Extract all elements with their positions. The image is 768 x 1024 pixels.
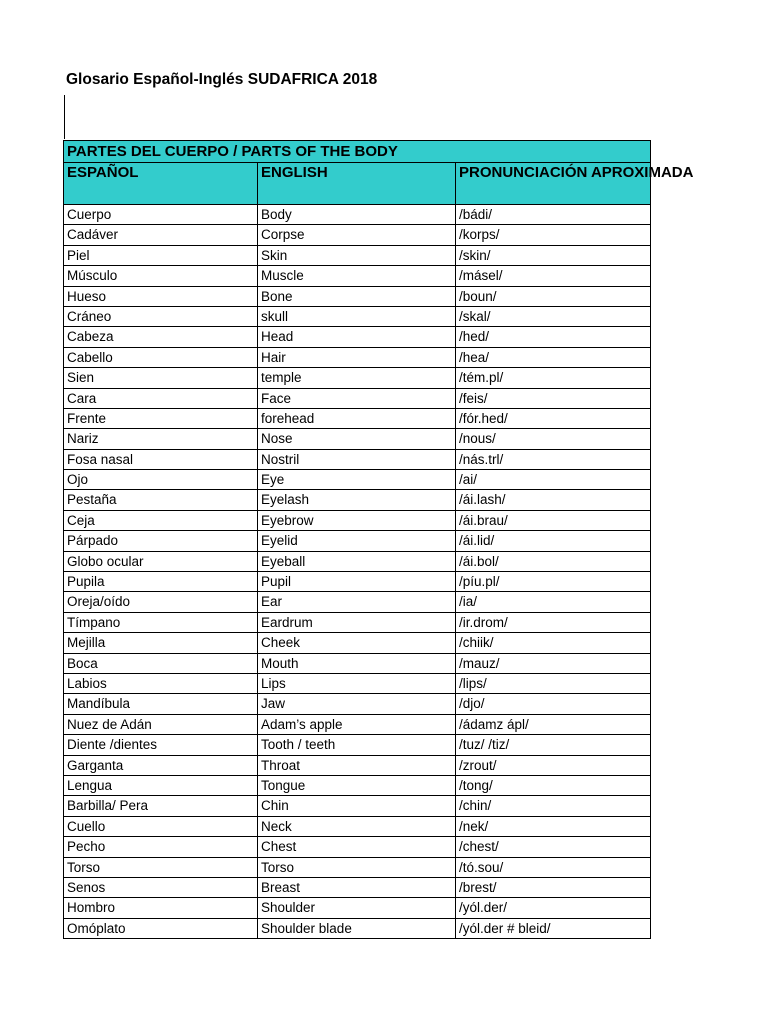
pronunciation-cell: /chest/ xyxy=(456,837,651,857)
table-row xyxy=(64,531,651,551)
spanish-term-cell: Torso xyxy=(64,857,258,877)
spanish-term-cell: Labios xyxy=(64,673,258,693)
spanish-term-cell: Nariz xyxy=(64,429,258,449)
english-term-cell: Eyelid xyxy=(258,531,456,551)
table-row xyxy=(64,816,651,836)
document-title: Glosario Español-Inglés SUDAFRICA 2018 xyxy=(66,71,378,88)
pronunciation-cell: /ái.brau/ xyxy=(456,510,651,530)
spanish-term-cell: Oreja/oído xyxy=(64,592,258,612)
pronunciation-cell: /feis/ xyxy=(456,388,651,408)
english-term-cell: Neck xyxy=(258,816,456,836)
text-cursor xyxy=(64,95,65,139)
pronunciation-cell: /chin/ xyxy=(456,796,651,816)
english-term-cell: Eyelash xyxy=(258,490,456,510)
table-row xyxy=(64,368,651,388)
spanish-term-cell: Cabello xyxy=(64,347,258,367)
english-term-cell: Nostril xyxy=(258,449,456,469)
header-english: ENGLISH xyxy=(258,163,456,205)
table-row xyxy=(64,286,651,306)
spanish-term-cell: Tímpano xyxy=(64,612,258,632)
table-row xyxy=(64,714,651,734)
english-term-cell: Tongue xyxy=(258,775,456,795)
pronunciation-cell: /djo/ xyxy=(456,694,651,714)
english-term-cell: Throat xyxy=(258,755,456,775)
english-term-cell: Torso xyxy=(258,857,456,877)
pronunciation-cell: /skin/ xyxy=(456,245,651,265)
english-term-cell: Shoulder xyxy=(258,898,456,918)
table-row xyxy=(64,388,651,408)
pronunciation-cell: /korps/ xyxy=(456,225,651,245)
table-row xyxy=(64,592,651,612)
spanish-term-cell: Fosa nasal xyxy=(64,449,258,469)
spanish-term-cell: Cabeza xyxy=(64,327,258,347)
table-row xyxy=(64,755,651,775)
table-row xyxy=(64,551,651,571)
table-row xyxy=(64,429,651,449)
table-row xyxy=(64,266,651,286)
pronunciation-cell: /chiik/ xyxy=(456,633,651,653)
table-row xyxy=(64,877,651,897)
pronunciation-cell: /ia/ xyxy=(456,592,651,612)
english-term-cell: Pupil xyxy=(258,572,456,592)
spanish-term-cell: Pestaña xyxy=(64,490,258,510)
spanish-term-cell: Hueso xyxy=(64,286,258,306)
english-term-cell: Mouth xyxy=(258,653,456,673)
english-term-cell: Jaw xyxy=(258,694,456,714)
pronunciation-cell: /ir.drom/ xyxy=(456,612,651,632)
pronunciation-cell: /nous/ xyxy=(456,429,651,449)
table-row xyxy=(64,918,651,938)
pronunciation-cell: /ái.bol/ xyxy=(456,551,651,571)
pronunciation-cell: /ái.lash/ xyxy=(456,490,651,510)
english-term-cell: Body xyxy=(258,205,456,225)
table-row xyxy=(64,633,651,653)
pronunciation-cell: /zrout/ xyxy=(456,755,651,775)
section-title-row xyxy=(64,141,651,163)
pronunciation-cell: /píu.pl/ xyxy=(456,572,651,592)
english-term-cell: Skin xyxy=(258,245,456,265)
table-row xyxy=(64,408,651,428)
spanish-term-cell: Senos xyxy=(64,877,258,897)
table-row xyxy=(64,694,651,714)
english-term-cell: Face xyxy=(258,388,456,408)
spanish-term-cell: Diente /dientes xyxy=(64,735,258,755)
table-row xyxy=(64,327,651,347)
table-row xyxy=(64,735,651,755)
pronunciation-cell: /nek/ xyxy=(456,816,651,836)
pronunciation-cell: /brest/ xyxy=(456,877,651,897)
table-row xyxy=(64,347,651,367)
column-header-row xyxy=(64,163,651,205)
section-title: PARTES DEL CUERPO / PARTS OF THE BODY xyxy=(64,141,651,163)
table-row xyxy=(64,653,651,673)
pronunciation-cell: /skal/ xyxy=(456,306,651,326)
pronunciation-cell: /yól.der # bleid/ xyxy=(456,918,651,938)
english-term-cell: Eyebrow xyxy=(258,510,456,530)
table-row xyxy=(64,490,651,510)
pronunciation-cell: /ái.lid/ xyxy=(456,531,651,551)
glossary-body xyxy=(64,205,651,939)
pronunciation-cell: /tó.sou/ xyxy=(456,857,651,877)
english-term-cell: temple xyxy=(258,368,456,388)
pronunciation-cell: /yól.der/ xyxy=(456,898,651,918)
spanish-term-cell: Globo ocular xyxy=(64,551,258,571)
table-row xyxy=(64,837,651,857)
english-term-cell: Nose xyxy=(258,429,456,449)
english-term-cell: Eyeball xyxy=(258,551,456,571)
pronunciation-cell: /nás.trl/ xyxy=(456,449,651,469)
english-term-cell: Hair xyxy=(258,347,456,367)
pronunciation-cell: /mauz/ xyxy=(456,653,651,673)
english-term-cell: Tooth / teeth xyxy=(258,735,456,755)
spanish-term-cell: Hombro xyxy=(64,898,258,918)
table-row xyxy=(64,449,651,469)
table-row xyxy=(64,205,651,225)
table-row xyxy=(64,572,651,592)
english-term-cell: Chest xyxy=(258,837,456,857)
pronunciation-cell: /hea/ xyxy=(456,347,651,367)
english-term-cell: Breast xyxy=(258,877,456,897)
table-row xyxy=(64,306,651,326)
glossary-table xyxy=(63,140,694,939)
pronunciation-cell: /ai/ xyxy=(456,470,651,490)
english-term-cell: Chin xyxy=(258,796,456,816)
table-row xyxy=(64,612,651,632)
english-term-cell: Lips xyxy=(258,673,456,693)
pronunciation-cell: /hed/ xyxy=(456,327,651,347)
pronunciation-cell: /ádamz ápl/ xyxy=(456,714,651,734)
english-term-cell: Shoulder blade xyxy=(258,918,456,938)
pronunciation-cell: /lips/ xyxy=(456,673,651,693)
english-term-cell: Head xyxy=(258,327,456,347)
spanish-term-cell: Mandíbula xyxy=(64,694,258,714)
english-term-cell: Ear xyxy=(258,592,456,612)
spanish-term-cell: Cadáver xyxy=(64,225,258,245)
english-term-cell: Cheek xyxy=(258,633,456,653)
header-spanish: ESPAÑOL xyxy=(64,163,258,205)
english-term-cell: skull xyxy=(258,306,456,326)
english-term-cell: Bone xyxy=(258,286,456,306)
spanish-term-cell: Nuez de Adán xyxy=(64,714,258,734)
pronunciation-cell: /tuz/ /tiz/ xyxy=(456,735,651,755)
pronunciation-cell: /tém.pl/ xyxy=(456,368,651,388)
table-row xyxy=(64,775,651,795)
spanish-term-cell: Omóplato xyxy=(64,918,258,938)
english-term-cell: forehead xyxy=(258,408,456,428)
pronunciation-cell: /fór.hed/ xyxy=(456,408,651,428)
table-row xyxy=(64,510,651,530)
spanish-term-cell: Garganta xyxy=(64,755,258,775)
spanish-term-cell: Ojo xyxy=(64,470,258,490)
table-row xyxy=(64,225,651,245)
spanish-term-cell: Barbilla/ Pera xyxy=(64,796,258,816)
spanish-term-cell: Cuello xyxy=(64,816,258,836)
english-term-cell: Muscle xyxy=(258,266,456,286)
spanish-term-cell: Boca xyxy=(64,653,258,673)
spanish-term-cell: Mejilla xyxy=(64,633,258,653)
header-pronunciation: PRONUNCIACIÓN APROXIMADA xyxy=(456,163,651,205)
table-row xyxy=(64,245,651,265)
pronunciation-cell: /másel/ xyxy=(456,266,651,286)
table-row xyxy=(64,898,651,918)
pronunciation-cell: /tong/ xyxy=(456,775,651,795)
spanish-term-cell: Cuerpo xyxy=(64,205,258,225)
spanish-term-cell: Pecho xyxy=(64,837,258,857)
spanish-term-cell: Piel xyxy=(64,245,258,265)
table-row xyxy=(64,796,651,816)
table-row xyxy=(64,673,651,693)
spanish-term-cell: Párpado xyxy=(64,531,258,551)
spanish-term-cell: Frente xyxy=(64,408,258,428)
table-row xyxy=(64,470,651,490)
english-term-cell: Eardrum xyxy=(258,612,456,632)
spanish-term-cell: Pupila xyxy=(64,572,258,592)
spanish-term-cell: Sien xyxy=(64,368,258,388)
spanish-term-cell: Músculo xyxy=(64,266,258,286)
english-term-cell: Corpse xyxy=(258,225,456,245)
pronunciation-cell: /bádi/ xyxy=(456,205,651,225)
pronunciation-cell: /boun/ xyxy=(456,286,651,306)
english-term-cell: Adam’s apple xyxy=(258,714,456,734)
spanish-term-cell: Lengua xyxy=(64,775,258,795)
english-term-cell: Eye xyxy=(258,470,456,490)
spanish-term-cell: Ceja xyxy=(64,510,258,530)
table-row xyxy=(64,857,651,877)
spanish-term-cell: Cara xyxy=(64,388,258,408)
spanish-term-cell: Cráneo xyxy=(64,306,258,326)
